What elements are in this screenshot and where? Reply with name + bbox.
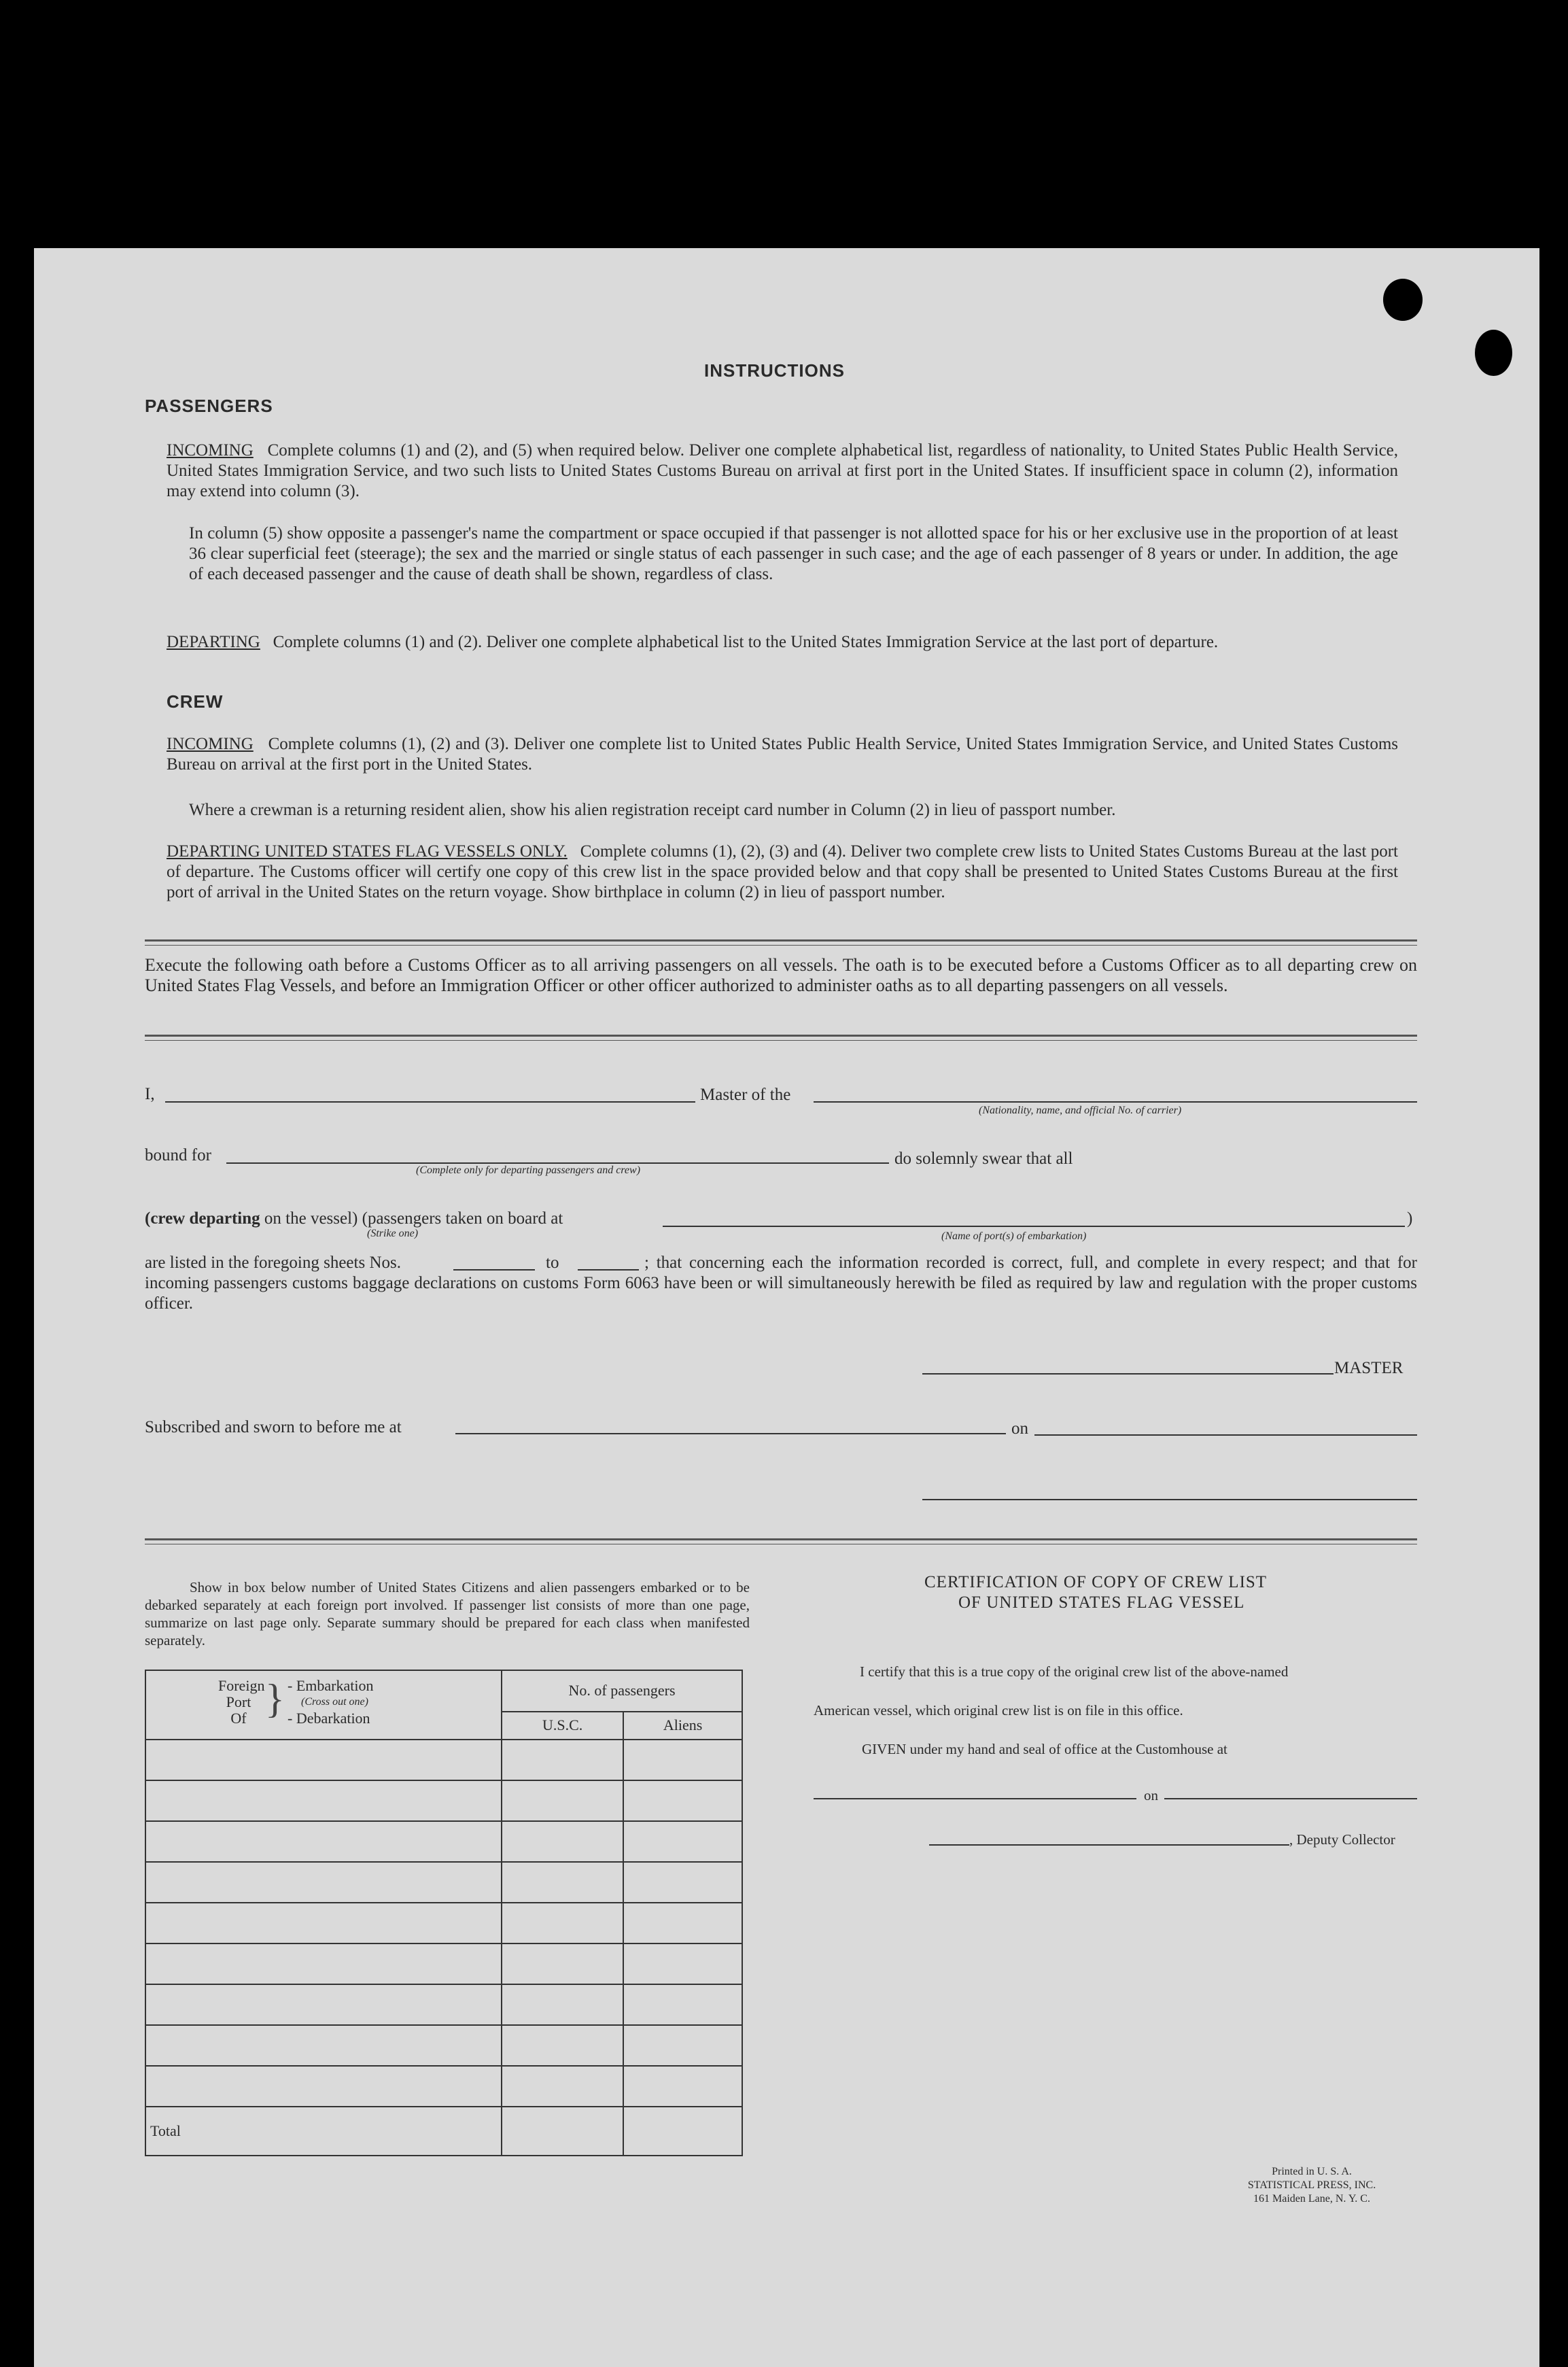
cert-on-label: on [1144, 1787, 1158, 1803]
foreign-label: Foreign [218, 1677, 265, 1694]
printer-line-1: Printed in U. S. A. [1272, 2166, 1352, 2177]
passengers-heading: PASSENGERS [145, 396, 273, 416]
usc-header: U.S.C. [502, 1712, 623, 1740]
certify-text: I certify that this is a true copy of the original crew list of the above-named [860, 1663, 1289, 1680]
american-vessel-text: American vessel, which original crew list is on file in this office. [814, 1702, 1183, 1718]
aliens-header: Aliens [623, 1712, 742, 1740]
usc-cell[interactable] [502, 1821, 623, 1862]
passenger-summary-table [145, 1670, 743, 2156]
aliens-cell[interactable] [623, 2066, 742, 2107]
aliens-cell[interactable] [623, 1862, 742, 1903]
crew-departing-option[interactable] [145, 1209, 563, 1229]
table-row [145, 1780, 742, 1821]
departing-text: Complete columns (1) and (2). Deliver one complete alphabetical list to the United States Immigration Service at the last port of departure. [273, 633, 1219, 651]
incoming-label: INCOMING [167, 441, 254, 460]
master-name-field[interactable] [165, 1101, 695, 1103]
port-cell[interactable] [145, 2066, 502, 2107]
usc-cell[interactable] [502, 1984, 623, 2025]
departing-label: DEPARTING [167, 633, 260, 651]
flag-vessels-paragraph [167, 842, 1398, 903]
deputy-collector-label: , Deputy Collector [1289, 1831, 1395, 1848]
total-label: Total [145, 2107, 502, 2156]
total-aliens-cell[interactable] [623, 2107, 742, 2156]
usc-cell[interactable] [502, 1943, 623, 1984]
close-paren: ) [1407, 1209, 1413, 1228]
embarkation-option[interactable]: - Embarkation [288, 1677, 374, 1694]
listed-sheets-label: are listed in the foregoing sheets Nos. [145, 1254, 401, 1272]
table-row [145, 1862, 742, 1903]
carrier-hint: (Nationality, name, and official No. of carrier) [979, 1105, 1182, 1116]
port-header-cell [145, 1670, 502, 1740]
printer-line-3: 161 Maiden Lane, N. Y. C. [1253, 2193, 1370, 2205]
oath-body-text [145, 1253, 1417, 1314]
divider-1 [145, 939, 1417, 941]
aliens-cell[interactable] [623, 1780, 742, 1821]
passengers-departing-paragraph [167, 632, 1398, 653]
bound-for-field[interactable] [226, 1162, 889, 1164]
usc-cell[interactable] [502, 1780, 623, 1821]
table-row [145, 2025, 742, 2066]
punch-hole-right [1475, 330, 1512, 376]
table-row [145, 2066, 742, 2107]
table-row [145, 1821, 742, 1862]
port-cell[interactable] [145, 1903, 502, 1943]
crew-heading: CREW [167, 691, 224, 712]
crew-incoming-label: INCOMING [167, 735, 254, 753]
aliens-cell[interactable] [623, 1943, 742, 1984]
crew-incoming-text: Complete columns (1), (2) and (3). Deliver one complete list to United States Public Health Service, United States Immigration Service, and United States Customs Bureau on arrival at the first port in the United States. [167, 735, 1399, 774]
usc-cell[interactable] [502, 1903, 623, 1943]
port-label: Port [226, 1693, 251, 1710]
summary-header-row [145, 1670, 742, 1712]
customhouse-field[interactable] [814, 1798, 1136, 1799]
table-row [145, 1903, 742, 1943]
table-row [145, 1984, 742, 2025]
divider-2 [145, 1035, 1417, 1037]
passengers-incoming-paragraph [167, 440, 1398, 502]
passengers-taken-label: (passengers taken on board at [362, 1209, 563, 1228]
flag-vessels-label: DEPARTING UNITED STATES FLAG VESSELS ONLY. [167, 842, 568, 861]
master-of-the-label: Master of the [700, 1086, 791, 1104]
master-label: MASTER [1334, 1359, 1404, 1377]
crew-departing-label: (crew departing [145, 1209, 260, 1228]
execute-oath-paragraph: Execute the following oath before a Customs Officer as to all arriving passengers on all vessels. The oath is to be executed before a Customs Officer as to all departing crew on United States Flag Vessels, and before an Immigration Officer or other officer authorized to administer oaths as to all departing passengers on all vessels. [145, 955, 1417, 995]
i-label: I, [145, 1085, 155, 1103]
certification-title-1: CERTIFICATION OF COPY OF CREW LIST [924, 1573, 1268, 1591]
on-the-vessel-label: on the vessel) [264, 1209, 358, 1228]
sworn-date-field[interactable] [1034, 1434, 1417, 1436]
incoming-text: Complete columns (1) and (2), and (5) when required below. Deliver one complete alphabetical list, regardless of nationality, to United States Public Health Service, United States Immigration Service, and two such lists to United States Customs Bureau on arrival at first port in the United States. If insufficient space in column (2), information may extend into column (3). [167, 441, 1399, 500]
aliens-cell[interactable] [623, 1903, 742, 1943]
debarkation-option[interactable]: - Debarkation [288, 1710, 370, 1727]
punch-hole-top [1383, 279, 1423, 321]
cert-date-field[interactable] [1164, 1798, 1417, 1799]
port-cell[interactable] [145, 2025, 502, 2066]
instructions-title: INSTRUCTIONS [704, 360, 845, 381]
port-hint: (Name of port(s) of embarkation) [941, 1230, 1087, 1242]
no-of-passengers-header: No. of passengers [502, 1670, 742, 1712]
port-cell[interactable] [145, 1862, 502, 1903]
certification-title-2: OF UNITED STATES FLAG VESSEL [958, 1593, 1245, 1612]
of-label: Of [230, 1710, 247, 1727]
aliens-cell[interactable] [623, 1821, 742, 1862]
listed-to-label: to [546, 1254, 559, 1272]
aliens-cell[interactable] [623, 2025, 742, 2066]
divider-1b [145, 945, 1417, 946]
usc-cell[interactable] [502, 2025, 623, 2066]
crew-incoming-paragraph [167, 734, 1398, 775]
sworn-on-label: on [1011, 1419, 1028, 1438]
summary-instruction: Show in box below number of United States Citizens and alien passengers embarked or to be debarked separately at each foreign port involved. If passenger list consists of more than one page, summarize on last page only. Separate summary should be prepared for each class when manifested separately. [145, 1579, 750, 1648]
port-cell[interactable] [145, 1740, 502, 1780]
embarkation-port-field[interactable] [663, 1226, 1405, 1227]
usc-cell[interactable] [502, 2066, 623, 2107]
crewman-paragraph: Where a crewman is a returning resident alien, show his alien registration receipt card number in Column (2) in lieu of passport number. [189, 801, 1116, 819]
strike-one-hint: (Strike one) [367, 1228, 419, 1239]
deputy-collector-signature-field[interactable] [929, 1844, 1289, 1846]
solemnly-swear-label: do solemnly swear that all [894, 1150, 1073, 1168]
sworn-location-field[interactable] [455, 1433, 1006, 1434]
table-row [145, 1943, 742, 1984]
given-text: GIVEN under my hand and seal of office at the Customhouse at [862, 1741, 1227, 1757]
printer-line-2: STATISTICAL PRESS, INC. [1247, 2179, 1376, 2191]
aliens-cell[interactable] [623, 1984, 742, 2025]
oath-body-span: ; that concerning each the information recorded is correct, full, and complete in every respect; and that for incoming passengers customs baggage declarations on customs Form 6063 have been or will simultaneously herewith be filed as required by law and regulation with the proper customs officer. [145, 1254, 1417, 1313]
port-cell[interactable] [145, 1984, 502, 2025]
usc-cell[interactable] [502, 1740, 623, 1780]
port-cell[interactable] [145, 1780, 502, 1821]
brace: } [265, 1676, 285, 1721]
printer-imprint [1210, 2165, 1414, 2206]
total-row [145, 2107, 742, 2156]
total-usc-cell[interactable] [502, 2107, 623, 2156]
embark-options [288, 1678, 373, 1727]
divider-2b [145, 1040, 1417, 1041]
master-signature-field[interactable] [922, 1373, 1334, 1375]
departing-hint: (Complete only for departing passengers and crew) [416, 1164, 641, 1176]
carrier-field[interactable] [814, 1101, 1417, 1103]
column5-paragraph: In column (5) show opposite a passenger's name the compartment or space occupied if that passenger is not allotted space for his or her exclusive use in the proportion of at least 36 clear superficial feet (steerage); the sex and the married or single status of each passenger in such case; and the age of each passenger of 8 years or under. In addition, the age of each deceased passenger and the cause of death shall be shown, regardless of class. [189, 524, 1398, 583]
port-cell[interactable] [145, 1943, 502, 1984]
flag-vessels-text: Complete columns (1), (2), (3) and (4). Deliver two complete crew lists to United States Customs Bureau at the last port of departure. The Customs officer will certify one copy of this crew list in the space provided below and that copy shall be presented to United States Customs Bureau at the first port of arrival in the United States on the return voyage. Show birthplace in column (2) in lieu of passport number. [167, 842, 1398, 901]
subscribed-label: Subscribed and sworn to before me at [145, 1418, 402, 1436]
officer-signature-field[interactable] [922, 1499, 1417, 1500]
divider-3 [145, 1538, 1417, 1540]
bound-for-label: bound for [145, 1146, 211, 1164]
aliens-cell[interactable] [623, 1740, 742, 1780]
port-cell[interactable] [145, 1821, 502, 1862]
cross-out-hint: (Cross out one) [301, 1696, 368, 1708]
usc-cell[interactable] [502, 1862, 623, 1903]
foreign-port-label [218, 1677, 265, 1727]
table-row [145, 1740, 742, 1780]
